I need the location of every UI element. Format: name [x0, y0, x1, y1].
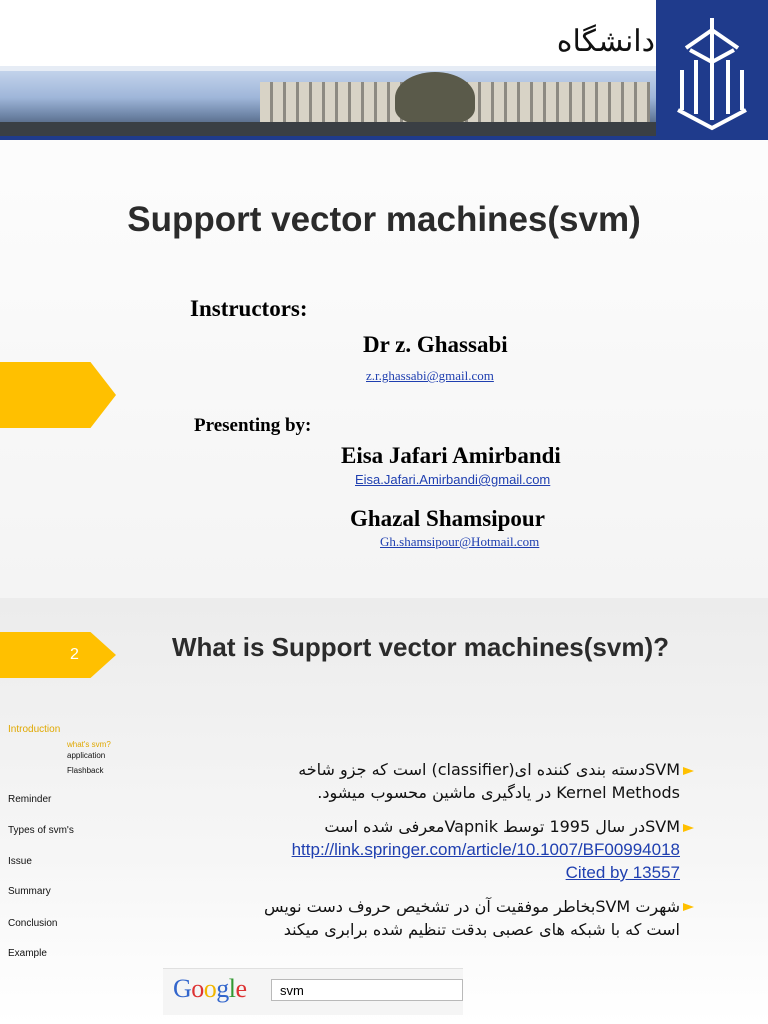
springer-link[interactable]: http://link.springer.com/article/10.1007/BF00994018: [291, 840, 680, 859]
slide-title: What is Support vector machines(svm)?: [172, 632, 669, 662]
section-arrow-marker: [0, 362, 116, 428]
nav-item-types[interactable]: Types of svm's: [8, 825, 74, 836]
bullet-icon: [683, 824, 694, 832]
instructors-label: Instructors:: [190, 296, 308, 321]
instructor-email-link[interactable]: z.r.ghassabi@gmail.com: [366, 368, 494, 383]
bullet-line: است که با شبکه های عصبی بدقت تنظیم شده برابری میکند: [283, 920, 680, 939]
bullet-text: [170, 815, 680, 884]
nav-subitem-flashback[interactable]: Flashback: [67, 766, 104, 775]
instructor-name: Dr z. Ghassabi: [363, 332, 508, 357]
presenter-email-link[interactable]: Gh.shamsipour@Hotmail.com: [380, 534, 540, 549]
bullet-line: Kernel Methods در یادگیری ماشین محسوب میشود.: [317, 783, 680, 802]
header-divider: [0, 136, 656, 140]
presentation-title: Support vector machines(svm): [127, 200, 641, 239]
slide-number-arrow: [0, 632, 116, 678]
presenter-name: Eisa Jafari Amirbandi: [341, 443, 561, 468]
bullet-icon: [683, 903, 694, 911]
bullet-icon: [683, 767, 694, 775]
search-input[interactable]: svm: [271, 979, 463, 1001]
header-banner: [0, 0, 768, 140]
bullet-line: شهرت SVMبخاطر موفقیت آن در تشخیص حروف دست نویس: [264, 897, 680, 916]
university-logo-icon: [656, 0, 768, 140]
citation-link[interactable]: Cited by 13557: [565, 863, 680, 882]
presenter-email-link[interactable]: Eisa.Jafari.Amirbandi@gmail.com: [355, 472, 551, 487]
google-search-screenshot: [163, 968, 463, 1015]
content-slide: [0, 598, 768, 1024]
nav-item-reminder[interactable]: Reminder: [8, 794, 52, 805]
bullet-text: [170, 895, 680, 941]
nav-item-example[interactable]: Example: [8, 948, 47, 959]
slide-number: 2: [70, 646, 79, 663]
bullet-line: SVMدر سال 1995 توسط Vapnikمعرفی شده است: [324, 817, 680, 836]
bullet-text: [170, 758, 680, 804]
nav-subitem-whats-svm[interactable]: what's svm?: [67, 740, 111, 749]
google-logo: Google: [173, 974, 247, 1003]
presenting-label: Presenting by:: [194, 415, 312, 436]
presenter-name: Ghazal Shamsipour: [350, 506, 545, 531]
bullet-line: SVMدسته بندی کننده ای(classifier) است که جزو شاخه: [298, 760, 680, 779]
university-name-calligraphy: دانشگاه: [556, 24, 655, 59]
nav-item-introduction[interactable]: Introduction: [8, 724, 61, 735]
nav-subitem-application[interactable]: application: [67, 751, 106, 760]
campus-photo: [0, 66, 656, 136]
nav-item-summary[interactable]: Summary: [8, 886, 51, 897]
nav-item-issue[interactable]: Issue: [8, 856, 32, 867]
nav-item-conclusion[interactable]: Conclusion: [8, 918, 58, 929]
